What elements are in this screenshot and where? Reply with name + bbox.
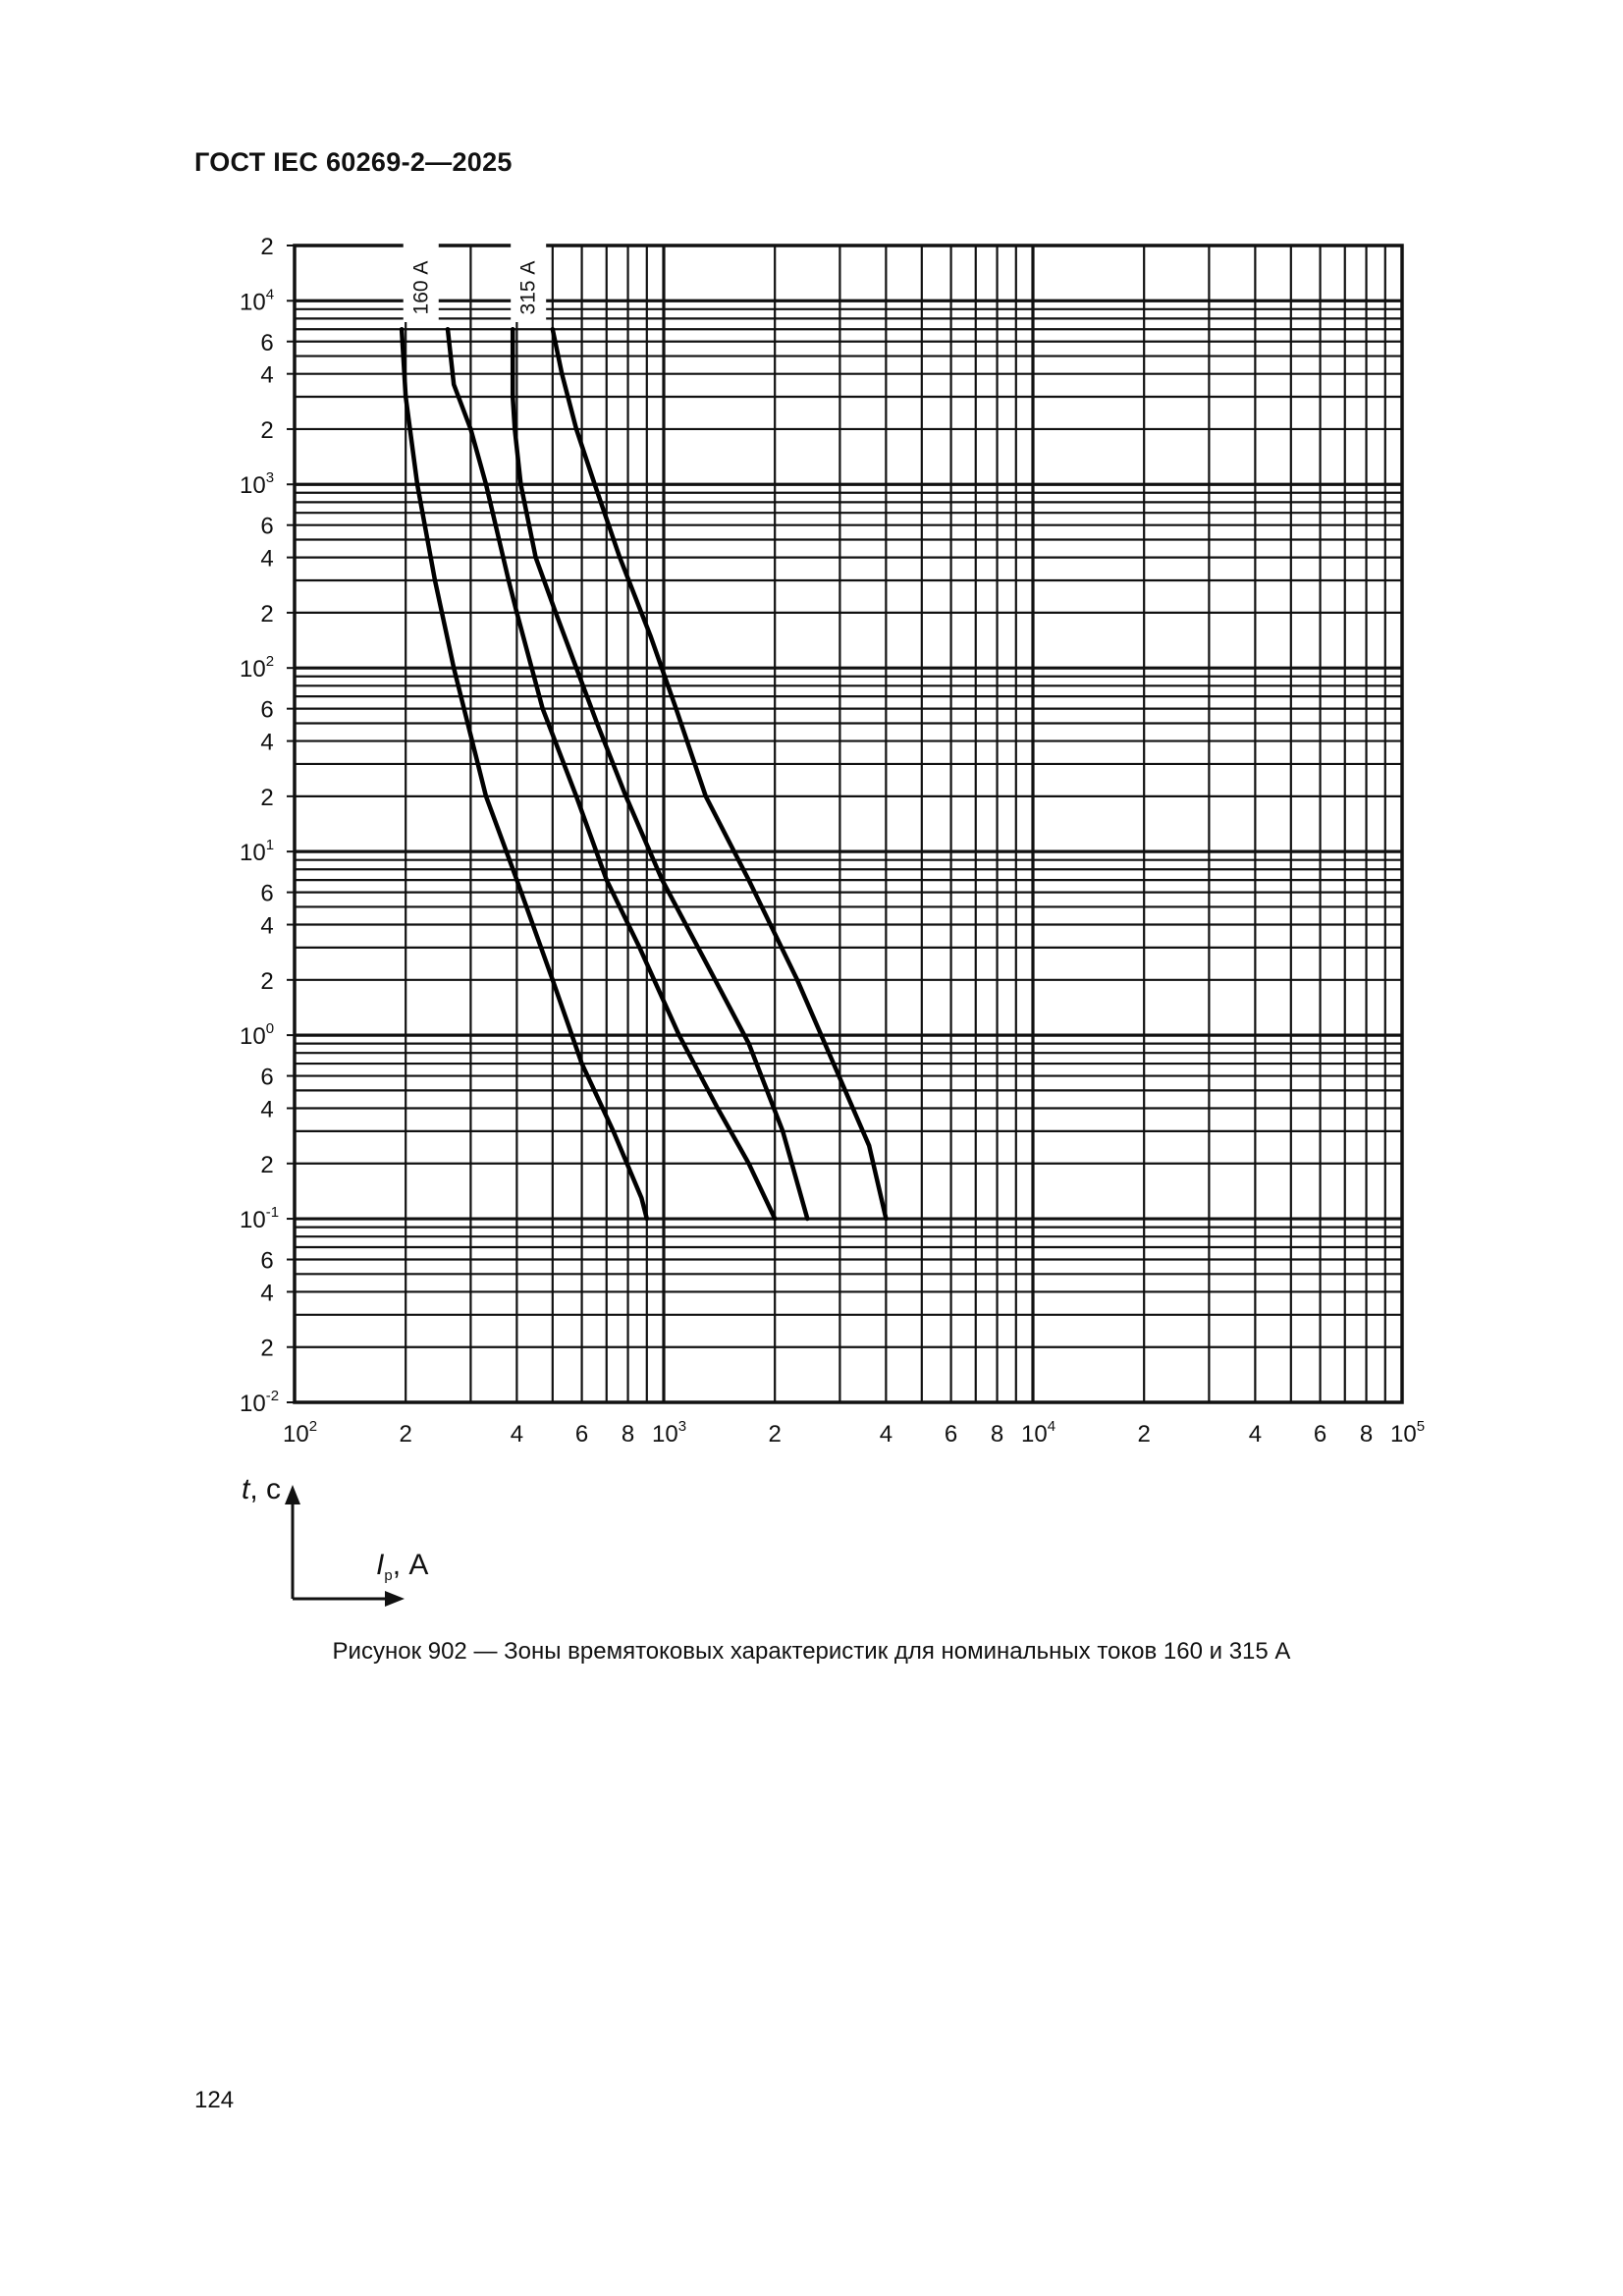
zone-labels — [404, 244, 546, 322]
y-tick-base: 10 — [240, 289, 266, 316]
x-tick-base: 10 — [283, 1421, 309, 1448]
x-tick-label — [1249, 1421, 1262, 1448]
y-tick-label — [240, 286, 274, 315]
y-axis-label-unit: , с — [249, 1473, 282, 1505]
y-tick-base: 10 — [240, 840, 266, 867]
y-tick-base: 4 — [260, 1280, 274, 1307]
x-tick-exponent: 3 — [677, 1418, 687, 1435]
y-tick-base: 4 — [260, 912, 274, 940]
curve-160А-max — [448, 329, 775, 1219]
y-tick-label — [260, 697, 273, 724]
y-tick-label — [260, 881, 273, 907]
x-tick-exponent: 2 — [308, 1418, 318, 1435]
chart-frame — [295, 246, 1402, 1402]
x-axis-label-unit: , А — [392, 1549, 429, 1581]
x-tick-label — [1021, 1418, 1055, 1448]
y-tick-exponent: -1 — [265, 1204, 280, 1222]
y-tick-base: 4 — [260, 545, 274, 573]
y-tick-label — [260, 913, 273, 940]
x-tick-exponent: 4 — [1047, 1418, 1056, 1435]
y-tick-label — [260, 1152, 273, 1178]
y-tick-exponent: 0 — [265, 1020, 275, 1038]
x-tick-labels — [283, 1418, 1425, 1448]
y-tick-exponent: 1 — [265, 837, 275, 854]
y-tick-base: 2 — [260, 234, 274, 260]
y-tick-base: 2 — [260, 600, 274, 628]
axis-direction-arrows — [242, 1473, 428, 1607]
y-tick-label — [260, 234, 273, 260]
x-tick-label — [400, 1421, 412, 1448]
x-tick-exponent: 5 — [1416, 1418, 1426, 1435]
x-tick-label — [1314, 1421, 1326, 1448]
curve-315А-max — [553, 329, 887, 1219]
y-tick-base: 6 — [260, 880, 274, 907]
x-tick-base: 10 — [652, 1421, 678, 1448]
y-tick-label — [260, 1096, 273, 1122]
y-tick-label — [240, 653, 274, 683]
y-tick-exponent: -2 — [265, 1388, 280, 1404]
y-tick-base: 6 — [260, 513, 274, 540]
x-axis-label-subscript: р — [384, 1567, 393, 1584]
x-tick-base: 2 — [1137, 1421, 1151, 1448]
x-tick-label — [511, 1421, 523, 1448]
zone-label-1: 315 А — [516, 260, 540, 315]
y-axis-label — [242, 1473, 281, 1505]
y-tick-base: 6 — [260, 329, 274, 356]
y-tick-label — [260, 730, 273, 756]
zone-label-0: 160 А — [409, 260, 433, 315]
y-tick-base: 10 — [240, 1023, 266, 1051]
x-tick-base: 4 — [879, 1421, 893, 1448]
y-tick-label — [260, 330, 273, 356]
y-tick-base: 2 — [260, 416, 274, 444]
curve-315А-min — [513, 329, 807, 1219]
y-tick-label — [260, 417, 273, 444]
x-tick-label — [283, 1418, 317, 1448]
x-tick-base: 10 — [1390, 1421, 1417, 1448]
x-tick-base: 2 — [768, 1421, 782, 1448]
x-tick-base: 10 — [1021, 1421, 1048, 1448]
x-tick-label — [991, 1421, 1003, 1448]
y-tick-base: 10 — [240, 656, 266, 683]
x-tick-label — [1390, 1418, 1425, 1448]
y-tick-label — [260, 1065, 273, 1091]
y-tick-label — [260, 1248, 273, 1275]
x-axis-label — [376, 1549, 428, 1584]
x-tick-base: 6 — [574, 1421, 589, 1448]
y-tick-label — [240, 837, 274, 866]
x-tick-base: 2 — [399, 1421, 412, 1448]
chart-grid — [295, 246, 1402, 1402]
y-tick-base: 6 — [260, 696, 274, 724]
y-tick-label — [260, 785, 273, 811]
x-tick-label — [769, 1421, 782, 1448]
y-tick-label — [260, 546, 273, 573]
x-tick-label — [1138, 1421, 1151, 1448]
y-tick-exponent: 4 — [265, 286, 275, 303]
y-tick-base: 4 — [260, 361, 274, 389]
x-tick-base: 8 — [621, 1421, 635, 1448]
x-tick-label — [575, 1421, 588, 1448]
x-tick-base: 6 — [1313, 1421, 1327, 1448]
document-header: ГОСТ IEC 60269-2—2025 — [194, 147, 513, 177]
y-tick-label — [260, 514, 273, 540]
x-tick-label — [652, 1418, 686, 1448]
y-tick-label — [260, 1280, 273, 1306]
y-tick-label — [260, 601, 273, 628]
x-tick-base: 8 — [1359, 1421, 1374, 1448]
y-tick-base: 10 — [240, 1207, 266, 1234]
y-tick-exponent: 3 — [265, 469, 275, 487]
y-axis-label-symbol: t — [242, 1473, 250, 1505]
y-tick-exponent: 2 — [265, 653, 275, 671]
x-tick-base: 8 — [990, 1421, 1004, 1448]
y-tick-base: 2 — [260, 967, 274, 995]
page-number: 124 — [194, 2087, 235, 2113]
x-tick-base: 4 — [1248, 1421, 1263, 1448]
x-tick-label — [880, 1421, 893, 1448]
chart-series — [402, 329, 886, 1219]
y-tick-label — [240, 1204, 279, 1233]
x-tick-base: 4 — [510, 1421, 524, 1448]
y-tick-labels — [240, 234, 295, 1417]
y-tick-base: 2 — [260, 1151, 274, 1178]
x-tick-label — [1360, 1421, 1373, 1448]
y-tick-base: 2 — [260, 1335, 274, 1362]
y-tick-label — [260, 968, 273, 995]
y-tick-base: 6 — [260, 1064, 274, 1091]
plot-frame — [295, 246, 1402, 1402]
x-tick-label — [945, 1421, 957, 1448]
x-tick-base: 6 — [944, 1421, 958, 1448]
y-tick-base: 6 — [260, 1247, 274, 1275]
y-tick-base: 2 — [260, 784, 274, 811]
y-tick-label — [240, 469, 274, 499]
y-tick-label — [240, 1020, 274, 1050]
y-tick-label — [260, 362, 273, 389]
x-axis-arrow-head — [385, 1591, 405, 1607]
curve-160А-min — [402, 329, 647, 1219]
y-tick-base: 4 — [260, 1096, 274, 1123]
figure-caption: Рисунок 902 — Зоны времятоковых характеристик для номинальных токов 160 и 315 А — [332, 1638, 1291, 1665]
y-tick-label — [240, 1388, 279, 1417]
y-tick-base: 10 — [240, 472, 266, 500]
y-tick-base: 4 — [260, 729, 274, 756]
x-tick-label — [622, 1421, 634, 1448]
y-axis-arrow-head — [285, 1485, 300, 1504]
y-tick-base: 10 — [240, 1391, 266, 1417]
y-tick-label — [260, 1336, 273, 1362]
x-axis-label-symbol: I — [376, 1549, 385, 1581]
